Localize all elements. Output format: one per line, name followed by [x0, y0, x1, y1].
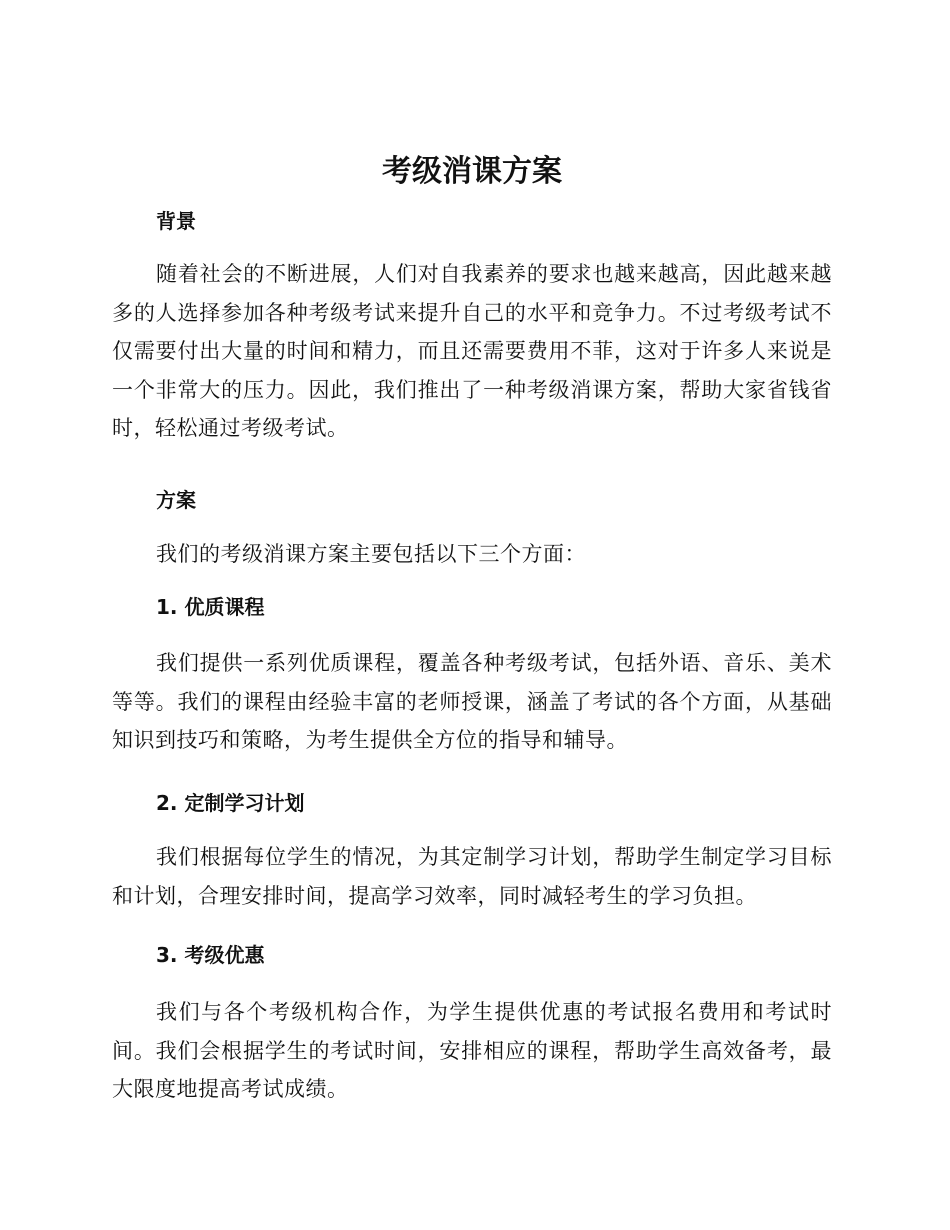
document-title: 考级消课方案: [382, 154, 562, 189]
section-heading-plan: 方案: [156, 488, 196, 512]
section-paragraph-exam-discount: 我们与各个考级机构合作，为学生提供优惠的考试报名费用和考试时间。我们会根据学生的考试时间，安排相应的课程，帮助学生高效备考，最大限度地提高考试成绩。: [112, 1000, 832, 1101]
section-heading-quality-courses: 1. 优质课程: [156, 595, 265, 619]
section-heading-exam-discount: 3. 考级优惠: [156, 943, 265, 967]
section-heading-background: 背景: [156, 209, 196, 233]
section-paragraph-background: 随着社会的不断进展，人们对自我素养的要求也越来越高，因此越来越多的人选择参加各种考级考试来提升自己的水平和竞争力。不过考级考试不仅需要付出大量的时间和精力，而且还需要费用不菲，这对于许多人来说是一个非常大的压力。因此，我们推出了一种考级消课方案，帮助大家省钱省时，轻松通过考级考试。: [112, 262, 832, 440]
section-paragraph-quality-courses: 我们提供一系列优质课程，覆盖各种考级考试，包括外语、音乐、美术等等。我们的课程由经验丰富的老师授课，涵盖了考试的各个方面，从基础知识到技巧和策略，为考生提供全方位的指导和辅导。: [112, 651, 832, 752]
section-heading-custom-plan: 2. 定制学习计划: [156, 791, 305, 815]
section-paragraph-custom-plan: 我们根据每位学生的情况，为其定制学习计划，帮助学生制定学习目标和计划，合理安排时间，提高学习效率，同时减轻考生的学习负担。: [112, 845, 832, 908]
section-paragraph-plan: 我们的考级消课方案主要包括以下三个方面：: [156, 542, 586, 566]
